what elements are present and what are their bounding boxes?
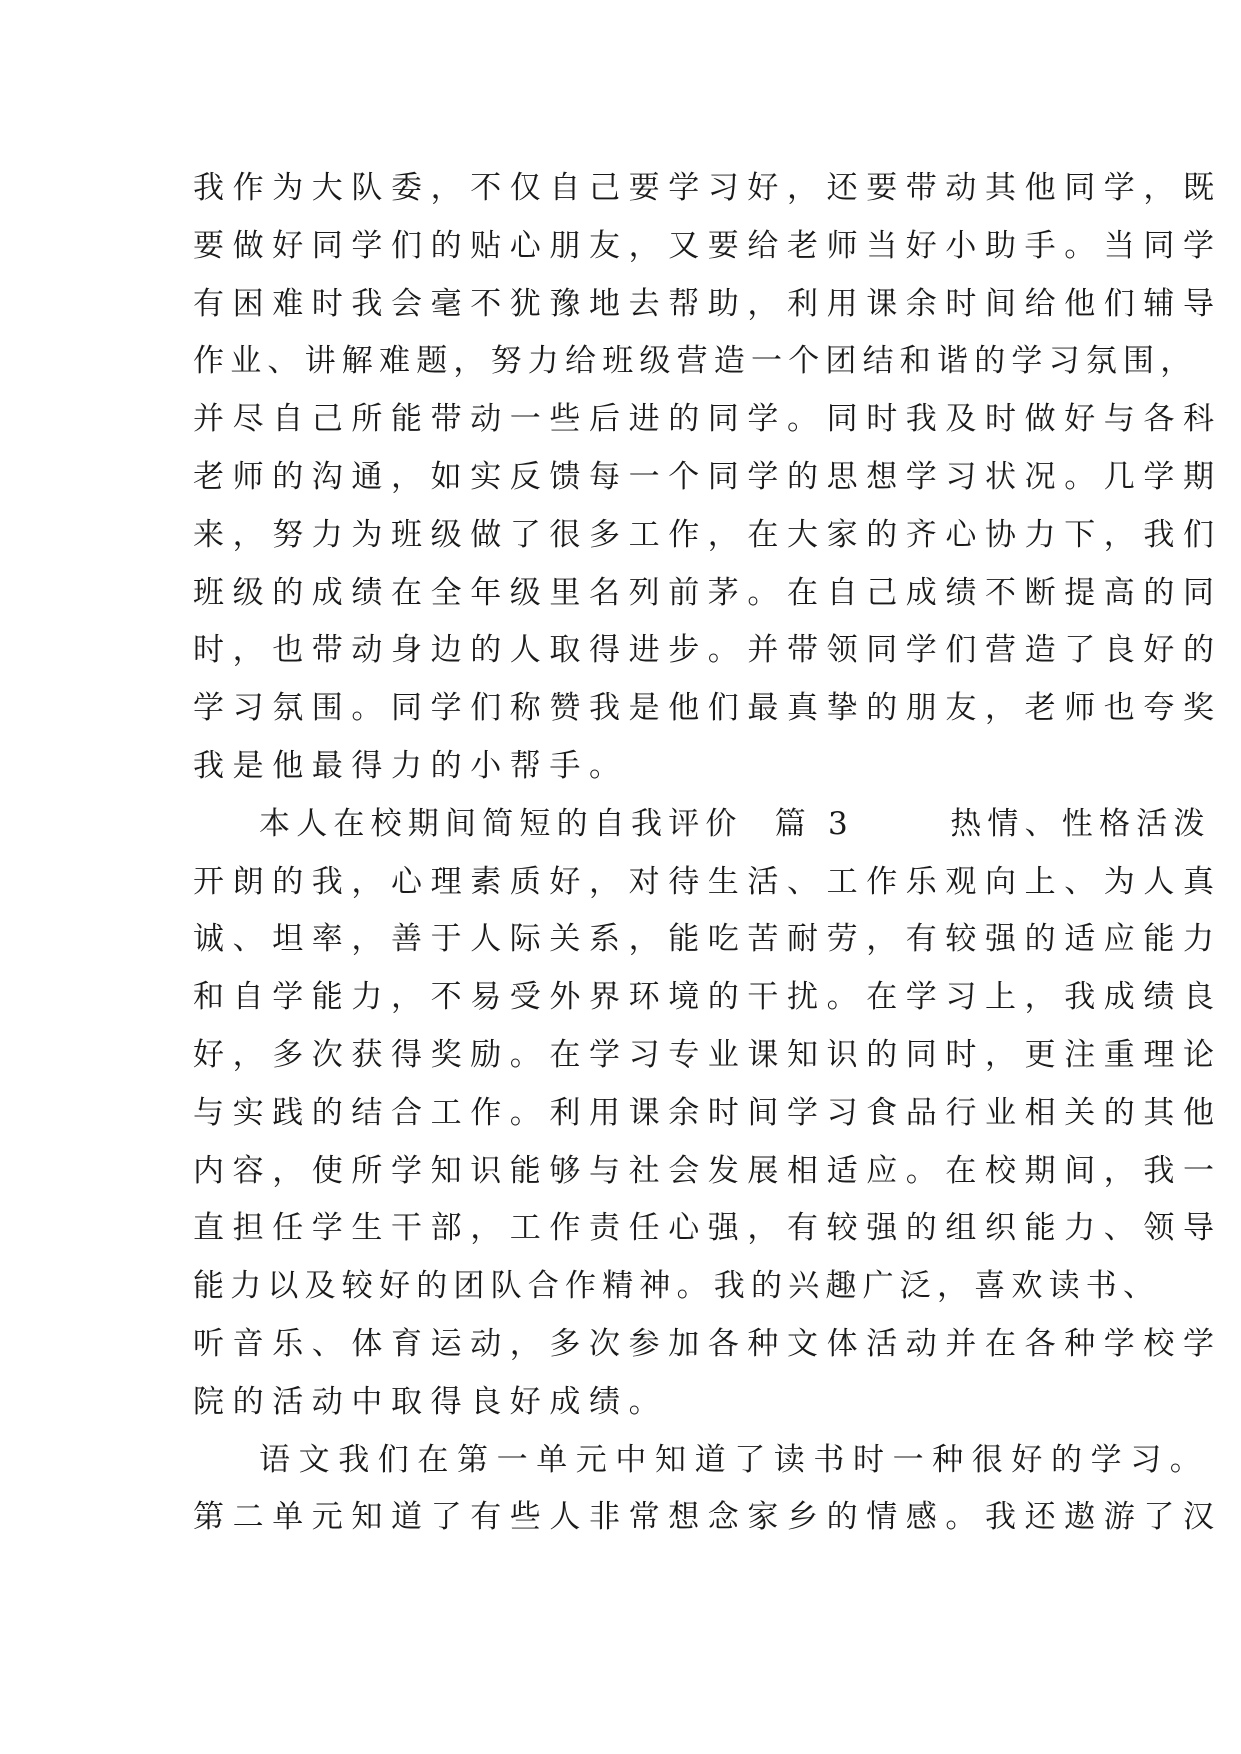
paragraph-line: 院的活动中取得良好成绩。	[193, 1383, 669, 1420]
paragraph-line: 与实践的结合工作。利用课余时间学习食品行业相关的其他	[193, 1094, 1223, 1131]
document-body	[193, 160, 1223, 1547]
paragraph-line: 班级的成绩在全年级里名列前茅。在自己成绩不断提高的同	[193, 574, 1223, 611]
paragraph-line: 诚、坦率，善于人际关系，能吃苦耐劳，有较强的适应能力	[193, 921, 1223, 958]
paragraph-line: 第二单元知道了有些人非常想念家乡的情感。我还遨游了汉	[193, 1499, 1223, 1536]
paragraph-line: 语文我们在第一单元中知道了读书时一种很好的学习。	[259, 1441, 1210, 1478]
paragraph-3	[193, 1432, 1223, 1548]
paragraph-1	[193, 160, 1223, 796]
paragraph-line: 能力以及较好的团队合作精神。我的兴趣广泛，喜欢读书、	[193, 1268, 1161, 1305]
paragraph-line: 作业、讲解难题，努力给班级营造一个团结和谐的学习氛围，	[193, 343, 1198, 380]
paragraph-line: 直担任学生干部，工作责任心强，有较强的组织能力、领导	[193, 1210, 1223, 1247]
paragraph-line: 我作为大队委，不仅自己要学习好，还要带动其他同学，既	[193, 170, 1223, 206]
paragraph-line: 好，多次获得奖励。在学习专业课知识的同时，更注重理论	[193, 1036, 1223, 1073]
paragraph-line: 老师的沟通，如实反馈每一个同学的思想学习状况。几学期	[193, 458, 1223, 495]
section-heading-line: 本人在校期间简短的自我评价 篇 3 热情、性格活泼	[259, 805, 1211, 842]
paragraph-2	[193, 796, 1223, 1432]
paragraph-line: 内容，使所学知识能够与社会发展相适应。在校期间，我一	[193, 1152, 1223, 1189]
paragraph-line: 开朗的我，心理素质好，对待生活、工作乐观向上、为人真	[193, 863, 1223, 900]
paragraph-line: 要做好同学们的贴心朋友，又要给老师当好小助手。当同学	[193, 227, 1223, 264]
paragraph-line: 学习氛围。同学们称赞我是他们最真挚的朋友，老师也夸奖	[193, 690, 1223, 727]
paragraph-line: 时，也带动身边的人取得进步。并带领同学们营造了良好的	[193, 632, 1223, 669]
paragraph-line: 并尽自己所能带动一些后进的同学。同时我及时做好与各科	[193, 401, 1223, 438]
paragraph-line: 有困难时我会毫不犹豫地去帮助，利用课余时间给他们辅导	[193, 285, 1223, 322]
paragraph-line: 和自学能力，不易受外界环境的干扰。在学习上，我成绩良	[193, 979, 1223, 1016]
paragraph-line: 听音乐、体育运动，多次参加各种文体活动并在各种学校学	[193, 1325, 1223, 1362]
paragraph-line: 我是他最得力的小帮手。	[193, 747, 629, 784]
paragraph-line: 来，努力为班级做了很多工作，在大家的齐心协力下，我们	[193, 516, 1223, 553]
